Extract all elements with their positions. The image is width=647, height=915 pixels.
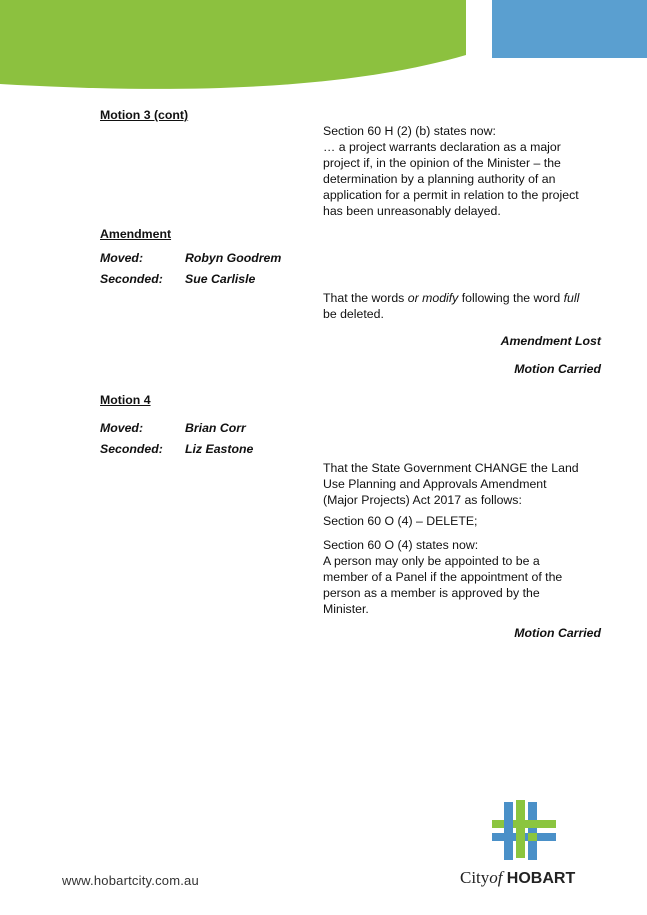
motion4-heading: Motion 4: [100, 393, 151, 407]
amendment-seconded-name: Sue Carlisle: [185, 272, 256, 286]
motion3-line: … a project warrants declaration as a major: [323, 140, 561, 154]
motion4-para3-line: A person may only be appointed to be a: [323, 554, 540, 568]
motion4-para1: [323, 460, 613, 508]
motion3-line: determination by a planning authority of an: [323, 172, 556, 186]
amendment-text-c: following the word: [458, 291, 564, 305]
motion4-seconded-name: Liz Eastone: [185, 442, 254, 456]
motion4-para1-line: That the State Government CHANGE the Land: [323, 461, 579, 475]
motion3-line: project if, in the opinion of the Minister – the: [323, 156, 561, 170]
amendment-moved-label: Moved:: [100, 251, 144, 265]
amendment-text-b: or modify: [407, 291, 459, 305]
motion4-para1-line: Use Planning and Approvals Amendment: [323, 477, 547, 491]
amendment-heading: Amendment: [100, 227, 172, 241]
amendment-result: Amendment Lost: [500, 334, 601, 348]
motion4-seconded-label: Seconded:: [100, 442, 163, 456]
motion4-para3-line: Minister.: [323, 602, 369, 616]
motion4-para3-line: Section 60 O (4) states now:: [323, 538, 479, 552]
motion4-para2: Section 60 O (4) – DELETE;: [323, 514, 478, 528]
amendment-text-a: That the words: [323, 291, 408, 305]
motion4-para3-line: member of a Panel if the appointment of the: [323, 570, 563, 584]
motion4-result: Motion Carried: [514, 626, 601, 640]
logo-city: City: [460, 868, 490, 887]
amendment-text-line1: [323, 290, 613, 306]
city-of-hobart-logo-icon: [492, 800, 556, 862]
motion3-heading: Motion 3 (cont): [100, 108, 189, 122]
logo-of: of: [489, 868, 503, 887]
motion4-para3-line: person as a member is approved by the: [323, 586, 540, 600]
motion4-para1-line: (Major Projects) Act 2017 as follows:: [323, 493, 522, 507]
motion3-result: Motion Carried: [514, 362, 601, 376]
header-green-shape: [0, 0, 466, 89]
amendment-moved-name: Robyn Goodrem: [185, 251, 282, 265]
amendment-text-line2: be deleted.: [323, 307, 384, 321]
header-blue-shape: [492, 0, 647, 58]
motion3-line: application for a permit in relation to the project: [323, 188, 579, 202]
header-banner: [0, 0, 647, 95]
motion3-line: Section 60 H (2) (b) states now:: [323, 124, 496, 138]
motion4-para3: [323, 537, 613, 617]
motion3-line: has been unreasonably delayed.: [323, 204, 501, 218]
amendment-text-d: full: [563, 291, 580, 305]
amendment-seconded-label: Seconded:: [100, 272, 163, 286]
footer-website-url: www.hobartcity.com.au: [62, 873, 199, 888]
city-of-hobart-logo-text: [460, 868, 575, 889]
logo-hobart: HOBART: [506, 870, 576, 887]
motion4-moved-name: Brian Corr: [185, 421, 246, 435]
amendment-text: [323, 290, 613, 322]
motion3-body: [323, 123, 613, 219]
motion4-moved-label: Moved:: [100, 421, 144, 435]
